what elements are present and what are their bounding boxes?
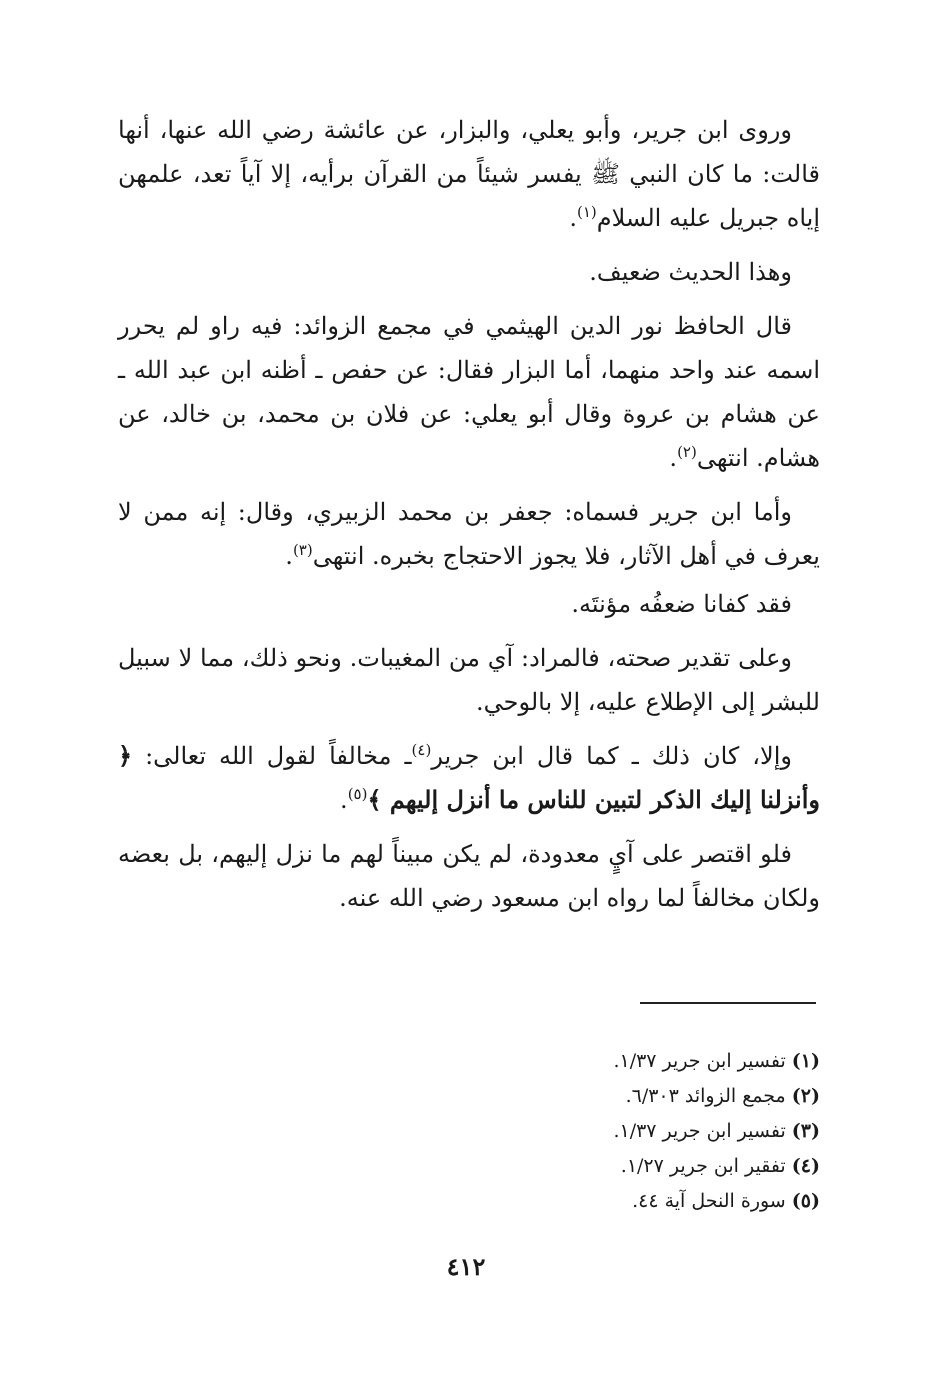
footnotes: [400, 1044, 820, 1219]
footnote-text: سورة النحل آية ٤٤.: [632, 1190, 786, 1212]
paragraph-text: وعلى تقدير صحته، فالمراد: آي من المغيبات. ونحو ذلك، مما لا سبيل للبشر إلى الإطلاع عليه، إلا بالوحي.: [118, 644, 820, 716]
footnote-ref: (٤): [411, 741, 432, 759]
footnote: [400, 1114, 820, 1149]
paragraph-text: فلو اقتصر على آيٍ معدودة، لم يكن مبيناً لهم ما نزل إليهم، بل بعضه ولكان مخالفاً لما رواه ابن مسعود رضي الله عنه.: [118, 840, 820, 912]
footnote: [400, 1079, 820, 1114]
paragraph-text: فقد كفانا ضعفُه مؤنتَه.: [571, 590, 792, 618]
footnote-text: تفسير ابن جرير ١/٣٧.: [613, 1050, 786, 1072]
paragraph-tail: .: [285, 542, 293, 570]
footnote-number: (٣): [791, 1120, 820, 1142]
main-text: [118, 108, 820, 930]
paragraph-tail: .: [669, 444, 678, 472]
footnote-ref: (٥): [347, 785, 368, 803]
footnote-text: تفقير ابن جرير ١/٢٧.: [620, 1155, 786, 1177]
quran-verse: ﴿ وأنزلنا إليك الذكر لتبين للناس ما أنزل إليهم ﴾: [118, 741, 820, 814]
footnote: [400, 1044, 820, 1079]
footnote-number: (٤): [791, 1155, 820, 1177]
footnote-ref: (٣): [292, 541, 313, 559]
paragraph: [118, 734, 820, 822]
footnote-ref: (٢): [677, 443, 697, 461]
paragraph-text: قال الحافظ نور الدين الهيثمي في مجمع الزوائد: فيه راو لم يحرر اسمه عند واحد منهما، أما البزار فقال: عن حفص ـ أظنه ابن عبد الله ـ عن هشام بن عروة وقال أبو يعلي: عن فلان بن محمد، بن خالد، عن هشام. انتهى: [118, 312, 820, 472]
paragraph: [118, 304, 820, 480]
paragraph-tail: ـ مخالفاً لقول الله تعالى:: [145, 742, 412, 770]
paragraph-text: وهذا الحديث ضعيف.: [589, 258, 792, 286]
paragraph: [118, 490, 820, 578]
paragraph: [118, 582, 820, 626]
footnote-separator: [640, 1002, 816, 1004]
footnote-ref: (١): [576, 203, 597, 221]
paragraph-tail: .: [569, 204, 577, 232]
footnote-number: (٢): [791, 1085, 820, 1107]
page-number: ٤١٢: [446, 1252, 486, 1281]
paragraph: [118, 108, 820, 240]
footnote-number: (٥): [791, 1190, 820, 1212]
footnote: [400, 1184, 820, 1219]
paragraph-tail: .: [340, 786, 348, 814]
footnote-text: تفسير ابن جرير ١/٣٧.: [613, 1120, 786, 1142]
footnote-text: مجمع الزوائد ٦/٣٠٣.: [625, 1085, 786, 1107]
paragraph-text: وأما ابن جرير فسماه: جعفر بن محمد الزبيري، وقال: إنه ممن لا يعرف في أهل الآثار، فلا يجوز الاحتجاج بخبره. انتهى: [118, 498, 820, 570]
paragraph: [118, 636, 820, 724]
paragraph-text: وروى ابن جرير، وأبو يعلي، والبزار، عن عائشة رضي الله عنها، أنها قالت: ما كان النبي ﷺ يفسر شيئاً من القرآن برأيه، إلا آياً تعد، علمهن إياه جبريل عليه السلام: [118, 116, 820, 232]
footnote: [400, 1149, 820, 1184]
footnote-number: (١): [791, 1050, 820, 1072]
paragraph-text: وإلا، كان ذلك ـ كما قال ابن جرير: [431, 742, 792, 770]
paragraph: [118, 832, 820, 920]
paragraph: [118, 250, 820, 294]
